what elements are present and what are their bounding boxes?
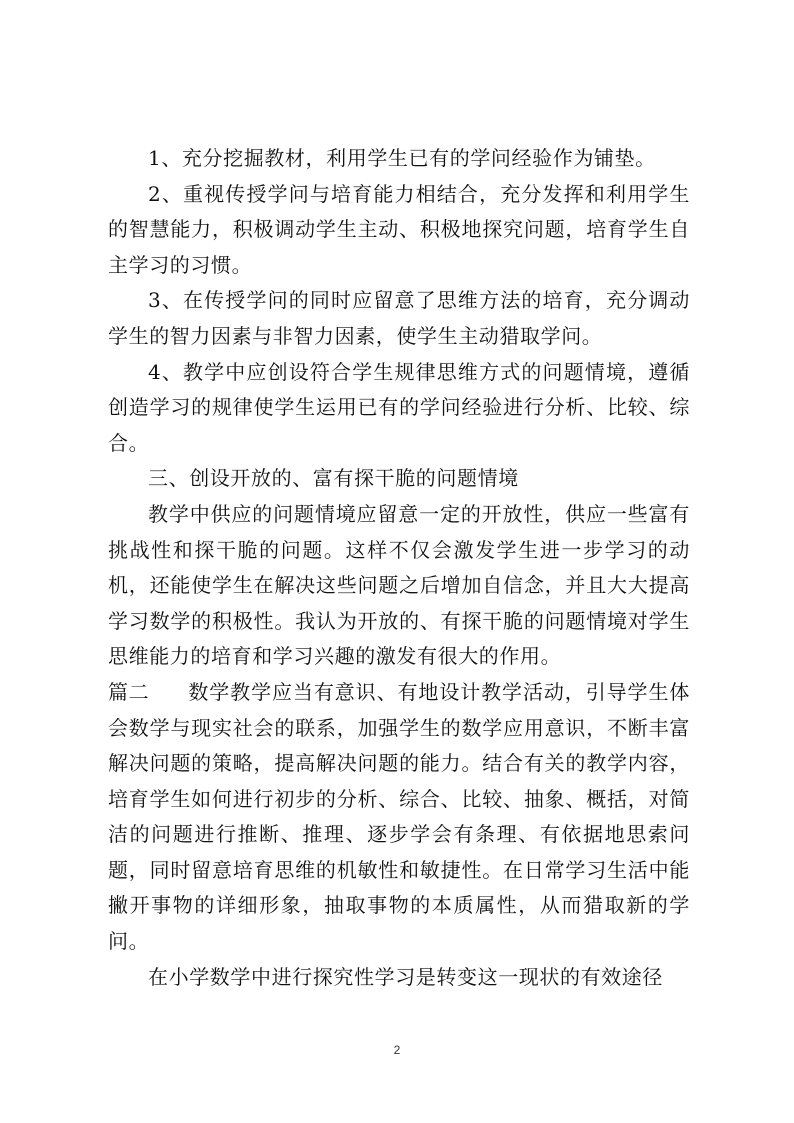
section-paragraph — [108, 675, 690, 960]
paragraph-item-3: 3、在传授学问的同时应留意了思维方法的培育，充分调动学生的智力因素与非智力因素，使学生主动猎取学问。 — [108, 288, 690, 348]
section-heading: 三、创设开放的、富有探干脆的问题情境 — [148, 466, 519, 491]
paragraph-open-problems: 教学中供应的问题情境应留意一定的开放性，供应一些富有挑战性和探干脆的问题。这样不仅会激发学生进一步学习的动机，还能使学生在解决这些问题之后增加自信念，并且大大提高学习数学的积极性。我认为开放的、有探干脆的问题情境对学生思维能力的培育和学习兴趣的激发有很大的作用。 — [108, 501, 690, 669]
paragraph-item-2: 2、重视传授学问与培育能力相结合，充分发挥和利用学生的智慧能力，积极调动学生主动、积极地探究问题，培育学生自主学习的习惯。 — [108, 181, 690, 277]
paragraph-item-4: 4、教学中应创设符合学生规律思维方式的问题情境，遵循创造学习的规律使学生运用已有的学问经验进行分析、比较、综合。 — [108, 359, 690, 455]
section-label: 篇二 — [108, 679, 150, 704]
paragraph-last: 在小学数学中进行探究性学习是转变这一现状的有效途径 — [148, 964, 663, 989]
section-paragraph-text: 数学教学应当有意识、有地设计教学活动，引导学生体会数学与现实社会的联系，加强学生的数学应用意识，不断丰富解决问题的策略，提高解决问题的能力。结合有关的教学内容，培育学生如何进行初步的分析、综合、比较、抽象、概括，对简洁的问题进行推断、推理、逐步学会有条理、有依据地思索问题，同时留意培育思维的机敏性和敏捷性。在日常学习生活中能撇开事物的详细形象，抽取事物的本质属性，从而猎取新的学问。 — [108, 679, 690, 954]
document-body — [108, 141, 690, 995]
paragraph-item-1: 1、充分挖掘教材，利用学生已有的学问经验作为铺垫。 — [148, 146, 656, 170]
page-number: 2 — [393, 1043, 401, 1057]
